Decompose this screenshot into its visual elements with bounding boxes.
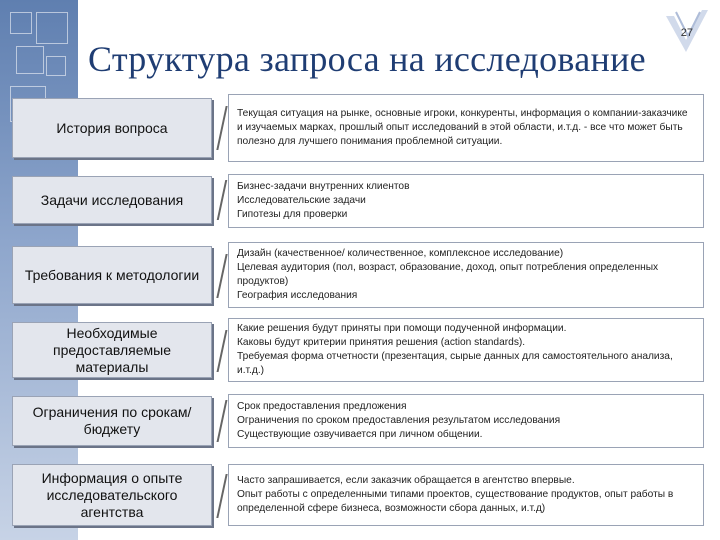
row-label: Необходимые предоставляемые материалы xyxy=(12,322,212,378)
content-line: География исследования xyxy=(237,289,358,301)
row-label: История вопроса xyxy=(12,98,212,158)
row-content xyxy=(228,318,704,382)
row-content xyxy=(228,174,704,228)
content-line: Какие решения будут приняты при помощи подученной информации. xyxy=(237,323,567,335)
divider-slash xyxy=(216,106,227,150)
page-number: 27 xyxy=(680,27,693,39)
divider-slash xyxy=(216,254,227,298)
divider-slash xyxy=(217,330,228,372)
divider-slash xyxy=(216,474,227,518)
content-line: Опыт работы с определенными типами проектов, существование продуктов, опыт работы в определенной сфере бизнеса, возможности сбора данных, и.т.д) xyxy=(237,489,674,514)
divider-slash xyxy=(217,180,228,220)
content-line: Дизайн (качественное/ количественное, комплексное исследование) xyxy=(237,248,564,260)
row-content xyxy=(228,242,704,308)
row-content xyxy=(228,464,704,526)
row-content xyxy=(228,394,704,448)
row-label: Ограничения по срокам/ бюджету xyxy=(12,396,212,446)
content-line: Ограничения по сроком предоставления результатом исследования xyxy=(237,415,561,427)
row-label: Задачи исследования xyxy=(12,176,212,224)
page-title: Структура запроса на исследование xyxy=(88,39,646,79)
content-line: Бизнес-задачи внутренних клиентов xyxy=(237,181,410,193)
content-line: Срок предоставления предложения xyxy=(237,401,407,413)
content-line: Гипотезы для проверки xyxy=(237,208,348,220)
content-line: Каковы будут критерии принятия решения (action standards). xyxy=(237,337,526,349)
content-line: Текущая ситуация на рынке, основные игроки, конкуренты, информация о компании-заказчике и изучаемых марках, прошлый опыт исследований в этой области, и.т.д. - все что может быть полезно для лучшего понимания проблемной ситуации. xyxy=(237,108,688,147)
content-line: Существующие озвучивается при личном общении. xyxy=(237,428,483,440)
row-content xyxy=(228,94,704,162)
content-line: Часто запрашивается, если заказчик обращается в агентство впервые. xyxy=(237,475,575,487)
content-line: Целевая аудитория (пол, возраст, образование, доход, опыт потребления определенных продуктов) xyxy=(237,262,659,287)
row-label: Требования к методологии xyxy=(12,246,212,304)
row-label: Информация о опыте исследовательского агентства xyxy=(12,464,212,526)
content-line: Требуемая форма отчетности (презентация, сырые данных для самостоятельного анализа, и.т.д.) xyxy=(237,351,673,376)
content-line: Исследовательские задачи xyxy=(237,195,366,207)
divider-slash xyxy=(217,400,228,442)
